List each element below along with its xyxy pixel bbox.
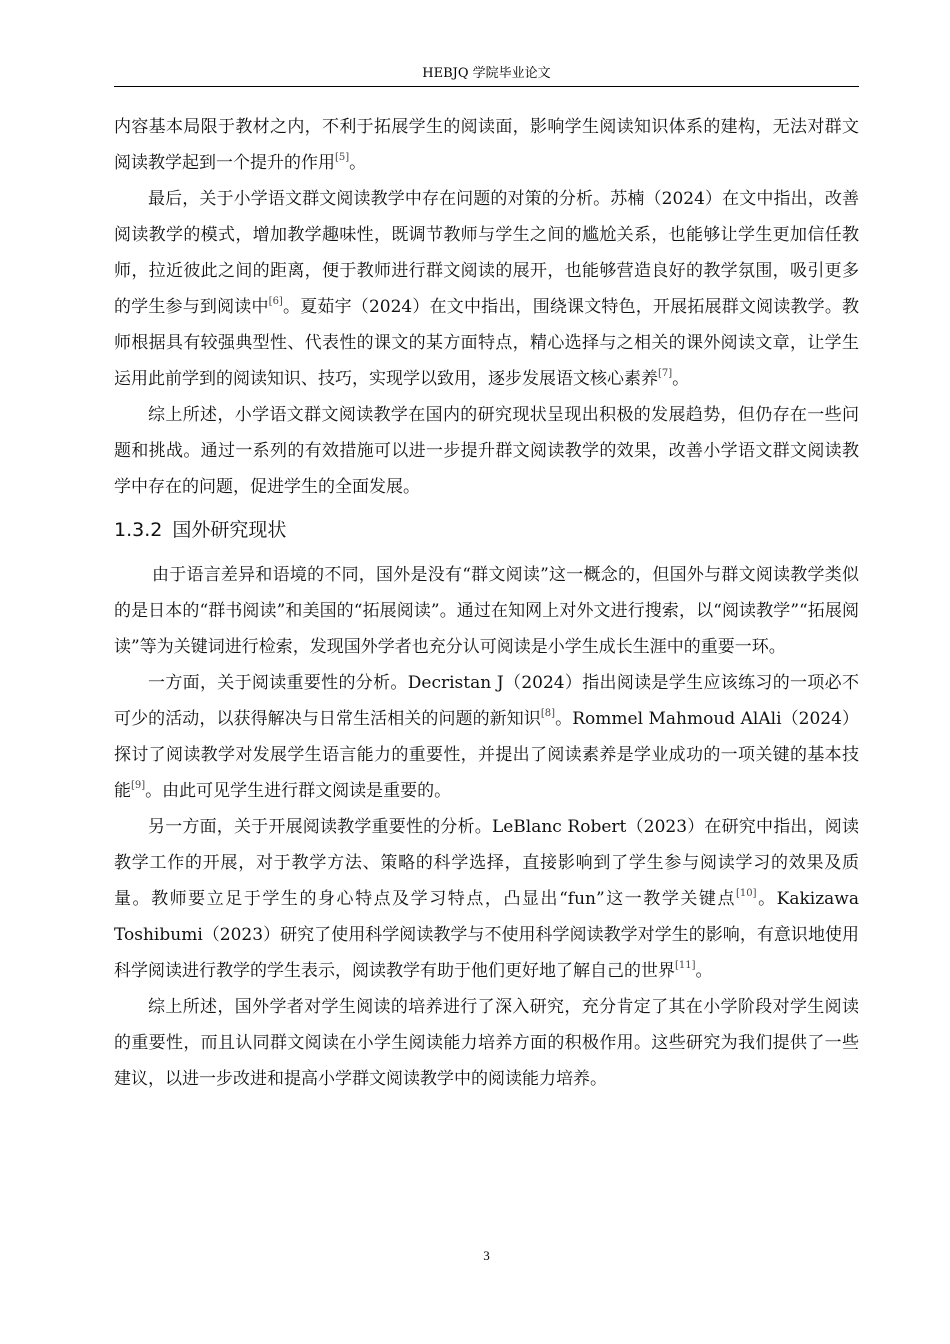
paragraph-foreign-intro	[114, 557, 859, 665]
citation-ref: [10]	[736, 888, 757, 899]
paragraph-text: 。Rommel Mahmoud AlAli（2024）探讨了阅读教学对发展学生语言能力的重要性，并提出了阅读素养是学业成功的一项关键的基本技能	[114, 709, 859, 801]
citation-ref: [11]	[675, 960, 696, 971]
paragraph-domestic-summary	[114, 397, 859, 505]
running-header: HEBJQ 学院毕业论文	[422, 66, 551, 81]
paragraph-text: 。由此可见学生进行群文阅读是重要的。	[145, 781, 452, 801]
paragraph-text: 综上所述，国外学者对学生阅读的培养进行了深入研究，充分肯定了其在小学阶段对学生阅读的重要性，而且认同群文阅读在小学生阅读能力培养方面的积极作用。这些研究为我们提供了一些建议，以进一步改进和提高小学群文阅读教学中的阅读能力培养。	[114, 997, 859, 1089]
header-rule	[114, 86, 859, 87]
citation-ref: [7]	[658, 368, 673, 379]
citation-ref: [5]	[335, 152, 350, 163]
paragraph-text: 。Kakizawa Toshibumi（2023）研究了使用科学阅读教学与不使用科学阅读教学对学生的影响，有意识地使用科学阅读进行教学的学生表示，阅读教学有助于他们更好地了解自己的世界	[114, 889, 859, 981]
section-heading	[114, 515, 859, 545]
paragraph-text: 。	[349, 153, 367, 173]
section-title: 国外研究现状	[172, 519, 287, 541]
paragraph-text: 一方面，关于阅读重要性的分析。Decristan J（2024）指出阅读是学生应该练习的一项必不可少的活动，以获得解决与日常生活相关的问题的新知识	[114, 673, 859, 729]
paragraph-text: 由于语言差异和语境的不同，国外是没有“群文阅读”这一概念的，但国外与群文阅读教学类似的是日本的“群书阅读”和美国的“拓展阅读”。通过在知网上对外文进行搜索，以“阅读教学”“拓展阅读”等为关键词进行检索，发现国外学者也充分认可阅读是小学生成长生涯中的重要一环。	[114, 565, 859, 657]
paragraph-text: 综上所述，小学语文群文阅读教学在国内的研究现状呈现出积极的发展趋势，但仍存在一些问题和挑战。通过一系列的有效措施可以进一步提升群文阅读教学的效果，改善小学语文群文阅读教学中存在的问题，促进学生的全面发展。	[114, 405, 859, 497]
citation-ref: [6]	[268, 296, 283, 307]
paragraph-text: 另一方面，关于开展阅读教学重要性的分析。LeBlanc Robert（2023）在研究中指出，阅读教学工作的开展，对于教学方法、策略的科学选择，直接影响到了学生参与阅读学习的效果及质量。教师要立足于学生的身心特点及学习特点，凸显出“fun”这一教学关键点	[114, 817, 859, 909]
paragraph-text: 内容基本局限于教材之内，不利于拓展学生的阅读面，影响学生阅读知识体系的建构，无法对群文阅读教学起到一个提升的作用	[114, 117, 859, 173]
page-number: 3	[483, 1248, 490, 1263]
citation-ref: [9]	[131, 780, 146, 791]
paragraph-text: 。	[695, 961, 713, 981]
document-body	[114, 109, 859, 1097]
paragraph-continuation	[114, 109, 859, 181]
citation-ref: [8]	[540, 708, 556, 719]
paragraph-domestic-countermeasures	[114, 181, 859, 397]
paragraph-teaching-importance	[114, 809, 859, 989]
paragraph-text: 最后，关于小学语文群文阅读教学中存在问题的对策的分析。苏楠（2024）在文中指出，改善阅读教学的模式，增加教学趣味性，既调节教师与学生之间的尴尬关系，也能够让学生更加信任教师，拉近彼此之间的距离，便于教师进行群文阅读的展开，也能够营造良好的教学氛围，吸引更多的学生参与到阅读中	[114, 189, 859, 317]
section-number: 1.3.2	[114, 519, 163, 541]
paragraph-reading-importance	[114, 665, 859, 809]
paragraph-text: 。	[672, 369, 690, 389]
paragraph-foreign-summary	[114, 989, 859, 1097]
paragraph-text: 。夏茹宇（2024）在文中指出，围绕课文特色，开展拓展群文阅读教学。教师根据具有较强典型性、代表性的课文的某方面特点，精心选择与之相关的课外阅读文章，让学生运用此前学到的阅读知识、技巧，实现学以致用，逐步发展语文核心素养	[114, 297, 860, 389]
